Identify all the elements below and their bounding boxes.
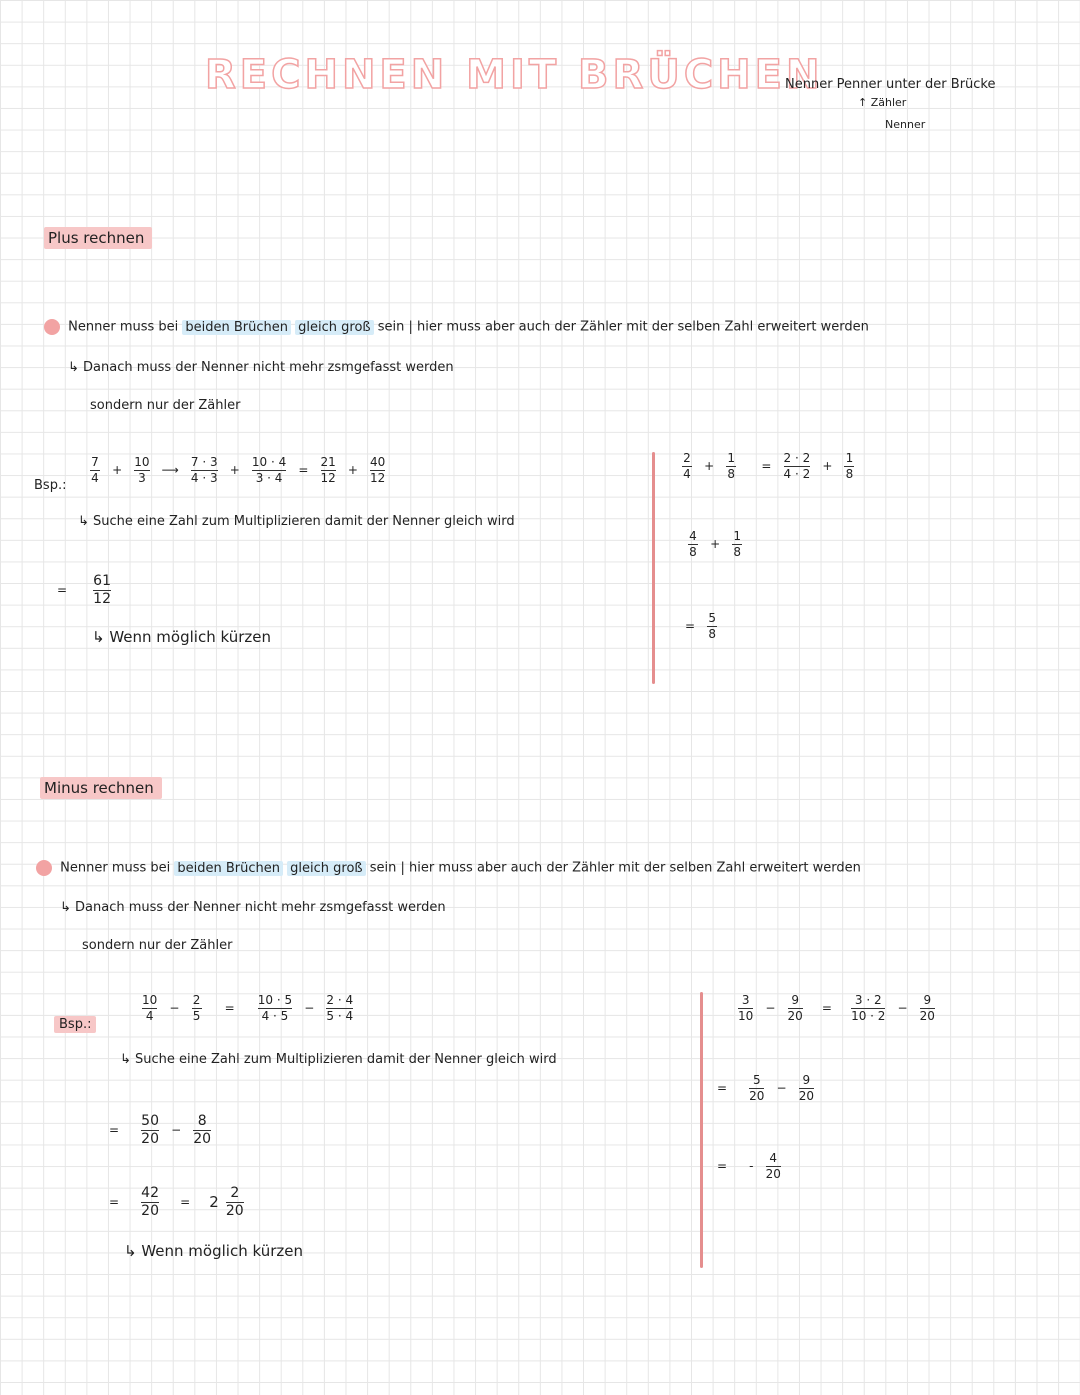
minus-side-line1: $\frac{3}{10}$ − $\frac{9}{20}$ = $\frac{3 \cdot 2}{10 \cdot 2}$ − $\frac{9}{20}$ [738, 993, 935, 1023]
minus-side-line2: = $\frac{5}{20}$ − $\frac{9}{20}$ [717, 1073, 814, 1103]
minus-hint: ↳ Suche eine Zahl zum Multiplizieren damit der Nenner gleich wird [120, 1052, 557, 1067]
plus-side-line3: = $\frac{5}{8}$ [685, 611, 716, 641]
fraction: $\frac{5}{8}$ [708, 611, 716, 641]
minus-rule-c: gleich groß [287, 861, 365, 876]
fraction: $\frac{21}{12}$ [320, 455, 336, 485]
page-title: RECHNEN MIT BRÜCHEN [205, 52, 824, 98]
plus-rule-b: beiden Brüchen [182, 320, 291, 335]
minus-example: $\frac{10}{4}$ − $\frac{2}{5}$ = $\frac{10 \cdot 5}{4 \cdot 5}$ − $\frac{2 \cdot 4}{5 \cdot 4}$ [142, 993, 354, 1023]
plus-after-2: sondern nur der Zähler [90, 398, 241, 413]
fraction: $\frac{61}{12}$ [93, 573, 111, 607]
fraction: $\frac{10 \cdot 4}{3 \cdot 4}$ [251, 455, 287, 485]
fraction: $\frac{2 \cdot 2}{4 \cdot 2}$ [783, 451, 811, 481]
minus-bsp-text: Bsp.: [54, 1016, 96, 1033]
plus-side-line2: $\frac{4}{8}$ + $\frac{1}{8}$ [689, 529, 742, 559]
mnemonic-zaehler: ↑ Zähler [858, 96, 907, 109]
bullet-icon [36, 860, 52, 876]
fraction: $\frac{2}{5}$ [192, 993, 201, 1023]
plus-rule-a: Nenner muss bei [68, 319, 179, 335]
mnemonic-text: Nenner Penner unter der Brücke [785, 77, 996, 92]
plus-heading-label: Plus rechnen [44, 227, 152, 249]
plus-hint-text: Suche eine Zahl zum Multiplizieren damit der Nenner gleich wird [93, 514, 515, 529]
minus-after-1: ↳ Danach muss der Nenner nicht mehr zsmgefasst werden [60, 900, 446, 915]
minus-after-2: sondern nur der Zähler [82, 938, 233, 953]
minus-kuerzen-text: Wenn möglich kürzen [141, 1242, 303, 1260]
fraction: $\frac{4}{8}$ [689, 529, 697, 559]
fraction: $\frac{9}{20}$ [919, 993, 935, 1023]
plus-rule-c: gleich groß [295, 320, 373, 335]
plus-example: $\frac{7}{4}$ + $\frac{10}{3}$ ⟶ $\frac{7 \cdot 3}{4 \cdot 3}$ + $\frac{10 \cdot 4}{3 \cdot 4}$ = $\frac{21}{12}$ + $\frac{40}{12}$ [91, 455, 386, 485]
divider-line [700, 992, 703, 1268]
fraction: $\frac{8}{20}$ [193, 1113, 212, 1147]
plus-rule-d: sein | hier muss aber auch der Zähler mit der selben Zahl erweitert werden [377, 319, 869, 335]
plus-result: = $\frac{61}{12}$ [57, 573, 111, 607]
minus-kuerzen: ↳ Wenn möglich kürzen [124, 1242, 303, 1260]
fraction: $\frac{42}{20}$ [141, 1185, 159, 1219]
fraction: $\frac{4}{20}$ [765, 1151, 781, 1181]
plus-side-line1: $\frac{2}{4}$ + $\frac{1}{8}$ = $\frac{2 \cdot 2}{4 \cdot 2}$ + $\frac{1}{8}$ [683, 451, 854, 481]
minus-rule-d: sein | hier muss aber auch der Zähler mit der selben Zahl erweitert werden [369, 860, 861, 876]
mnemonic-zaehler-label: Zähler [870, 96, 907, 109]
plus-kuerzen-text: Wenn möglich kürzen [109, 628, 271, 646]
fraction: $\frac{1}{8}$ [727, 451, 736, 481]
plus-hint: ↳ Suche eine Zahl zum Multiplizieren damit der Nenner gleich wird [78, 514, 515, 529]
fraction: $\frac{10 \cdot 5}{4 \cdot 5}$ [257, 993, 293, 1023]
fraction: $\frac{2}{4}$ [683, 451, 691, 481]
fraction: $\frac{5}{20}$ [749, 1073, 765, 1103]
bullet-icon [44, 319, 60, 335]
fraction: $\frac{3}{10}$ [738, 993, 754, 1023]
fraction: $\frac{1}{8}$ [845, 451, 854, 481]
minus-step-2: = $\frac{42}{20}$ = 2 $\frac{2}{20}$ [109, 1185, 244, 1219]
fraction: $\frac{9}{20}$ [787, 993, 803, 1023]
plus-after-1-text: Danach muss der Nenner nicht mehr zsmgefasst werden [83, 360, 454, 375]
plus-after-1: ↳ Danach muss der Nenner nicht mehr zsmgefasst werden [68, 360, 454, 375]
fraction: $\frac{50}{20}$ [141, 1113, 159, 1147]
fraction: $\frac{3 \cdot 2}{10 \cdot 2}$ [851, 993, 886, 1023]
minus-after-1-text: Danach muss der Nenner nicht mehr zsmgefasst werden [75, 900, 446, 915]
minus-side-line3: = - $\frac{4}{20}$ [717, 1151, 781, 1181]
mnemonic-nenner: Nenner [885, 118, 926, 131]
plus-heading [44, 229, 152, 247]
plus-kuerzen: ↳ Wenn möglich kürzen [92, 628, 271, 646]
fraction: $\frac{40}{12}$ [370, 455, 386, 485]
minus-heading [40, 779, 162, 797]
fraction: $\frac{9}{20}$ [798, 1073, 814, 1103]
minus-rule-a: Nenner muss bei [60, 860, 171, 876]
fraction: $\frac{10}{3}$ [134, 455, 150, 485]
plus-rule [44, 319, 869, 335]
minus-step-1: = $\frac{50}{20}$ − $\frac{8}{20}$ [109, 1113, 212, 1147]
minus-heading-label: Minus rechnen [40, 777, 162, 799]
mixed-whole: 2 [209, 1193, 219, 1212]
fraction: $\frac{2}{20}$ [225, 1185, 244, 1219]
fraction: $\frac{10}{4}$ [142, 993, 158, 1023]
minus-rule-b: beiden Brüchen [174, 861, 283, 876]
minus-hint-text: Suche eine Zahl zum Multiplizieren damit der Nenner gleich wird [135, 1052, 557, 1067]
minus-bsp-label [54, 1017, 96, 1032]
fraction: $\frac{7 \cdot 3}{4 \cdot 3}$ [190, 455, 218, 485]
fraction: $\frac{1}{8}$ [733, 529, 742, 559]
fraction: $\frac{2 \cdot 4}{5 \cdot 4}$ [326, 993, 354, 1023]
minus-rule [36, 860, 861, 876]
divider-line [652, 452, 655, 684]
fraction: $\frac{7}{4}$ [91, 455, 99, 485]
plus-bsp-label: Bsp.: [34, 478, 67, 493]
